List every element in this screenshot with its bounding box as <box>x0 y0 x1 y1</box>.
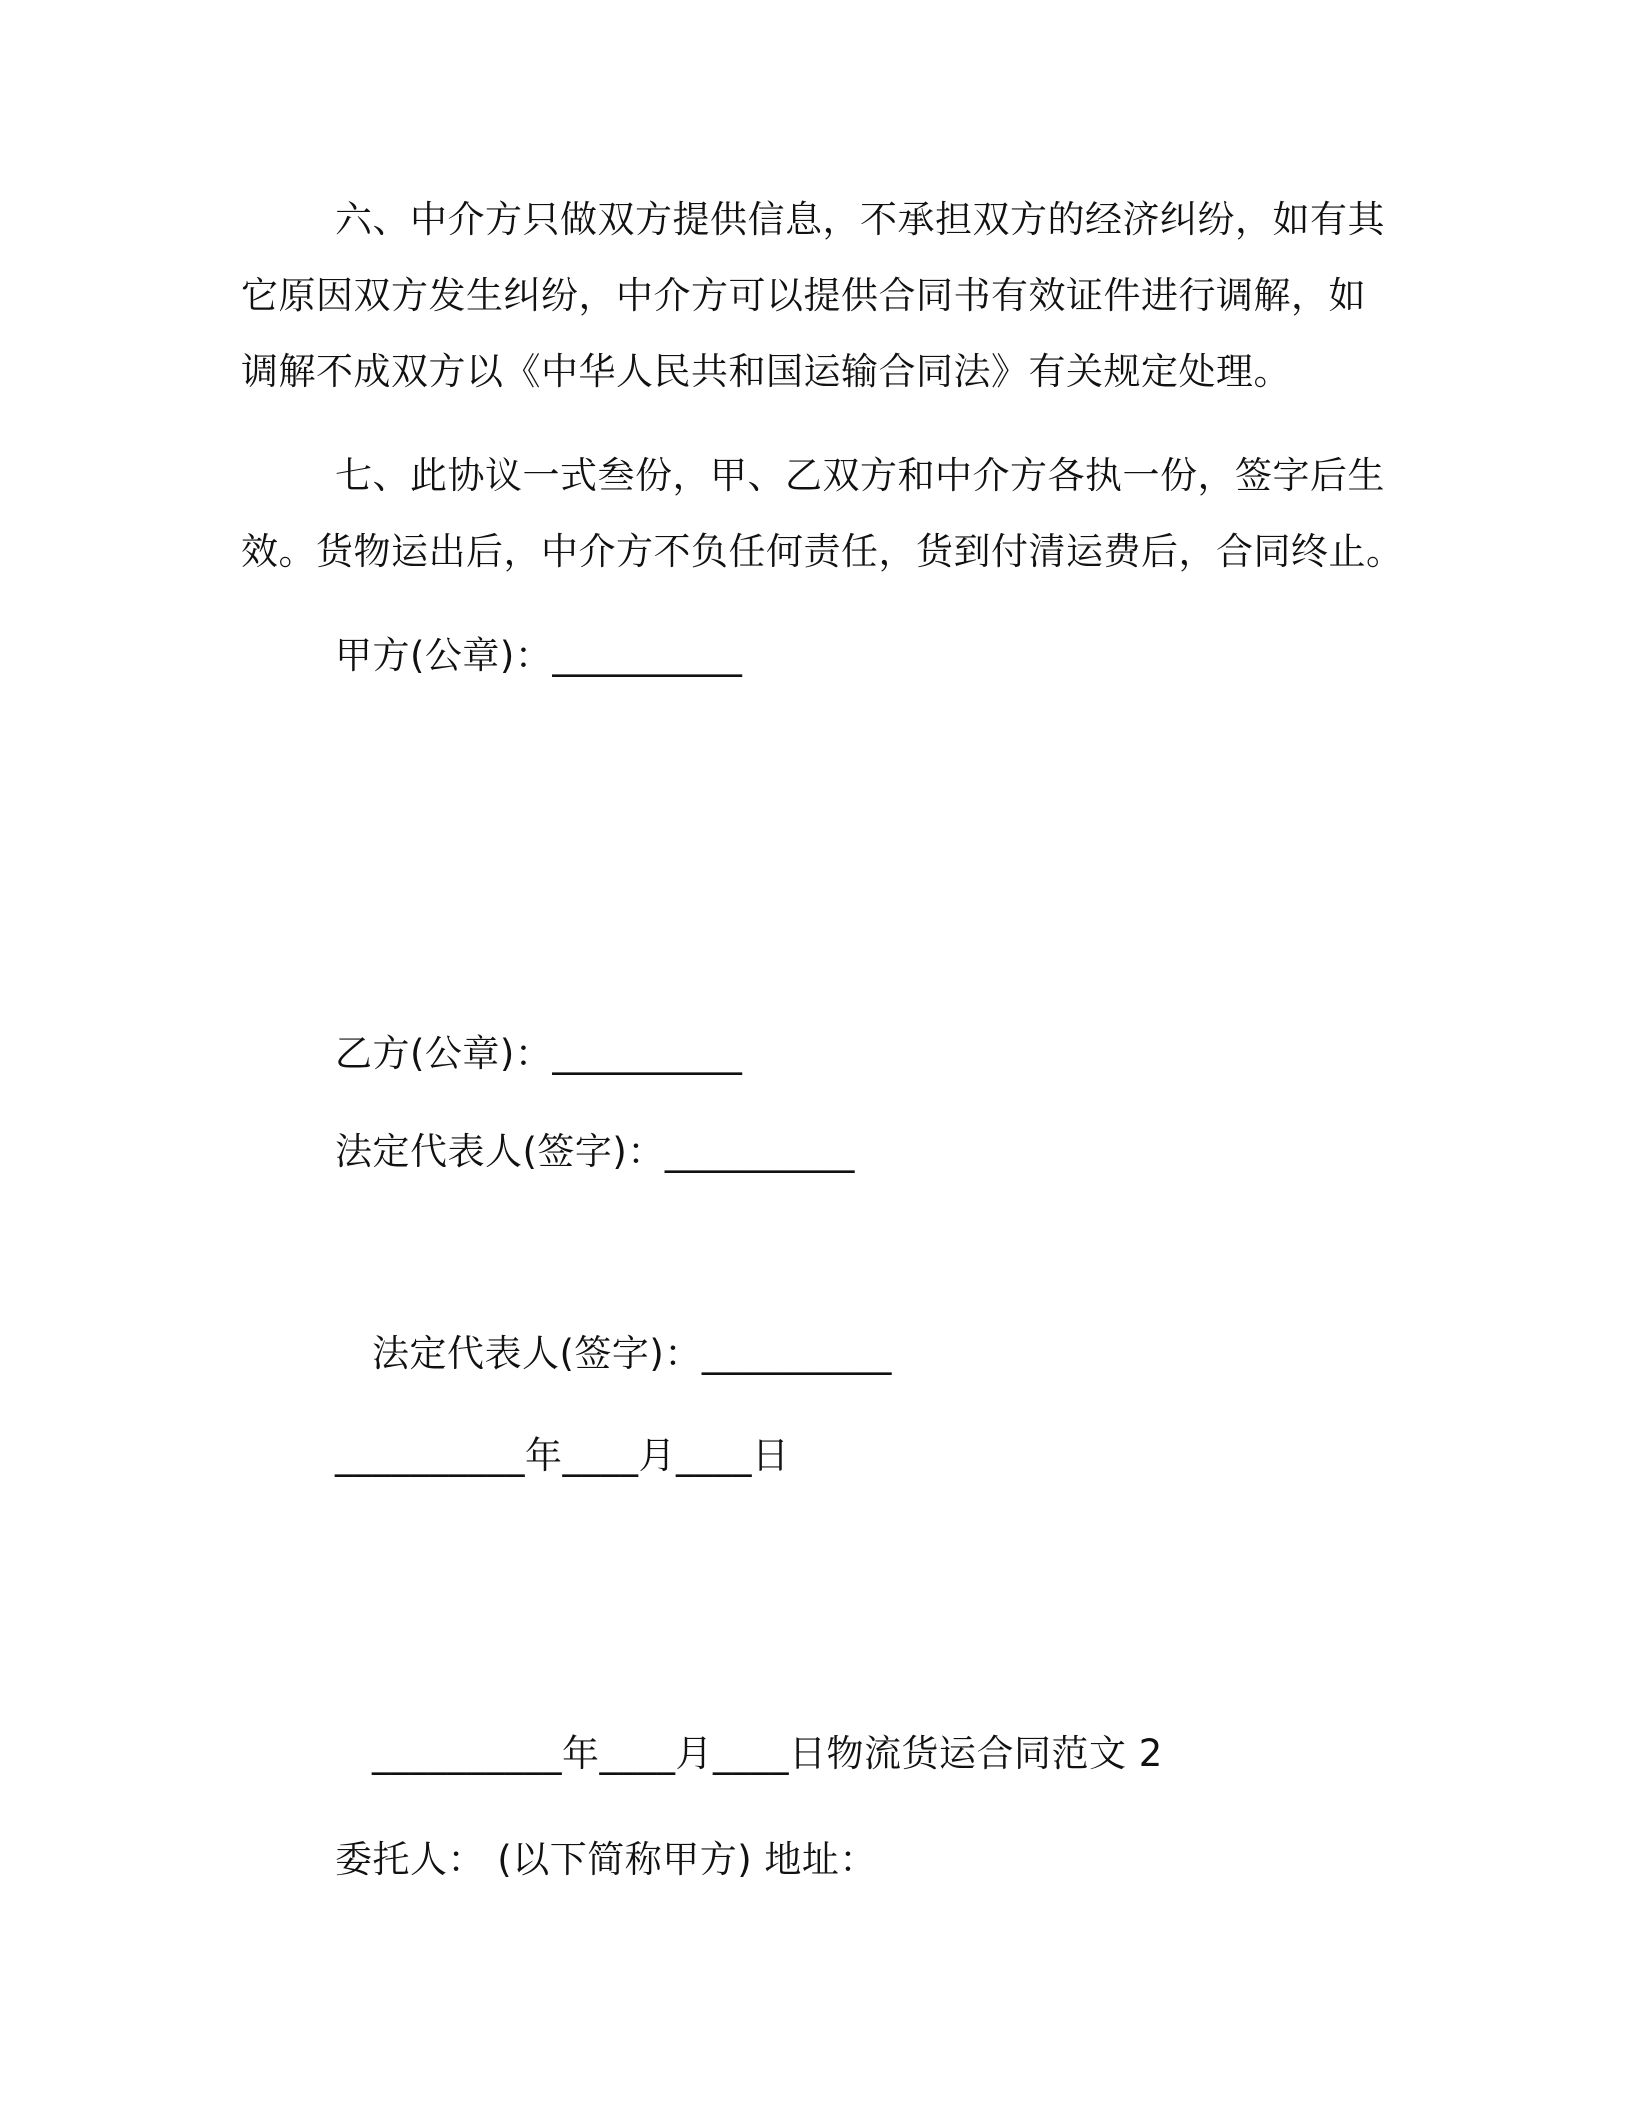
clause-6-line-2: 它原因双方发生纠纷，中介方可以提供合同书有效证件进行调解，如 <box>241 274 1366 317</box>
clause-7-line-1: 七、此协议一式叁份，甲、乙双方和中介方各执一份，签字后生 <box>335 454 1385 497</box>
party-b-seal-line: 乙方(公章)：__________ <box>335 1032 743 1075</box>
legal-rep-signature-line-2: 法定代表人(签字)：__________ <box>372 1332 892 1375</box>
party-a-seal-line: 甲方(公章)：__________ <box>335 634 743 677</box>
clause-6-line-1: 六、中介方只做双方提供信息，不承担双方的经济纠纷，如有其 <box>335 198 1385 241</box>
client-address-line: 委托人： (以下简称甲方) 地址： <box>335 1838 877 1881</box>
next-contract-heading: __________年____月____日物流货运合同范文 2 <box>372 1732 1163 1775</box>
clause-7-line-2: 效。货物运出后，中介方不负任何责任，货到付清运费后，合同终止。 <box>241 530 1404 573</box>
date-line: __________年____月____日 <box>335 1434 790 1477</box>
legal-rep-signature-line: 法定代表人(签字)：__________ <box>335 1130 855 1173</box>
clause-6-line-3: 调解不成双方以《中华人民共和国运输合同法》有关规定处理。 <box>241 350 1291 393</box>
